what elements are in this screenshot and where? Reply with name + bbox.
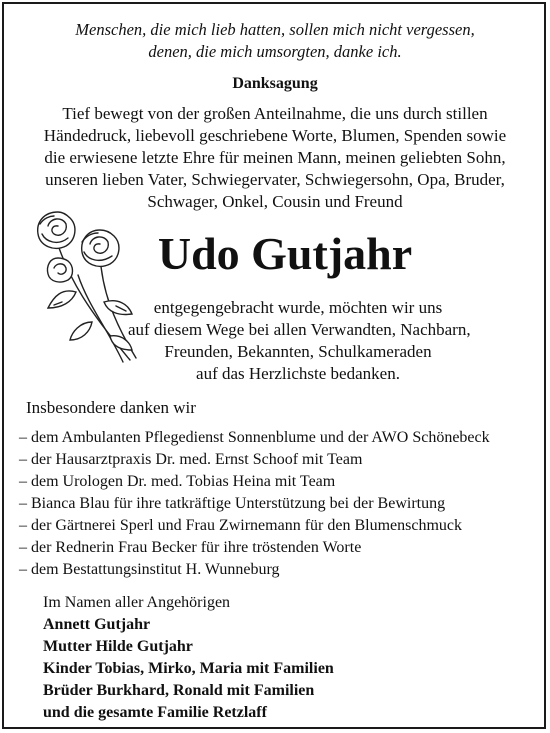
signature-name: Kinder Tobias, Mirko, Maria mit Familien: [43, 660, 334, 677]
signature-intro: Im Namen aller Angehörigen: [43, 594, 231, 611]
deceased-name: Udo Gutjahr: [157, 228, 413, 279]
after-line: auf das Herzlichste bedanken.: [196, 364, 400, 383]
motto-line: Menschen, die mich lieb hatten, sollen mich nicht vergessen,: [75, 20, 475, 39]
thanks-intro: Insbesondere danken wir: [26, 398, 196, 417]
thanks-item: – dem Bestattungsinstitut H. Wunneburg: [19, 561, 280, 578]
thanks-item: – der Gärtnerei Sperl und Frau Zwirnemann für den Blumenschmuck: [19, 517, 462, 534]
after-line: Freunden, Bekannten, Schulkameraden: [164, 342, 432, 361]
thanks-item: – Bianca Blau für ihre tatkräftige Unterstützung bei der Bewirtung: [19, 495, 446, 512]
thanks-item: – der Hausarztpraxis Dr. med. Ernst Schoof mit Team: [19, 451, 363, 468]
intro-line: Schwager, Onkel, Cousin und Freund: [147, 192, 403, 211]
motto-line: denen, die mich umsorgten, danke ich.: [148, 42, 402, 61]
thanks-item: – dem Ambulanten Pflegedienst Sonnenblume und der AWO Schönebeck: [19, 429, 490, 446]
thanks-item: – der Rednerin Frau Becker für ihre tröstenden Worte: [19, 539, 362, 556]
signature-name: und die gesamte Familie Retzlaff: [43, 704, 267, 721]
intro-line: die erwiesene letzte Ehre für meinen Mann, meinen geliebten Sohn,: [44, 148, 506, 167]
thanks-item: – dem Urologen Dr. med. Tobias Heina mit Team: [19, 473, 336, 490]
signature-name: Mutter Hilde Gutjahr: [43, 638, 193, 655]
signature-name: Annett Gutjahr: [43, 616, 151, 633]
after-line: auf diesem Wege bei allen Verwandten, Nachbarn,: [128, 320, 471, 339]
after-line: entgegengebracht wurde, möchten wir uns: [153, 298, 443, 317]
notice-heading: Danksagung: [232, 75, 318, 92]
intro-line: Händedruck, liebevoll geschriebene Worte, Blumen, Spenden sowie: [43, 126, 507, 145]
signature-name: Brüder Burkhard, Ronald mit Familien: [43, 682, 315, 699]
intro-line: unseren lieben Vater, Schwiegervater, Schwiegersohn, Opa, Bruder,: [45, 170, 505, 189]
intro-line: Tief bewegt von der großen Anteilnahme, die uns durch stillen: [62, 104, 488, 123]
